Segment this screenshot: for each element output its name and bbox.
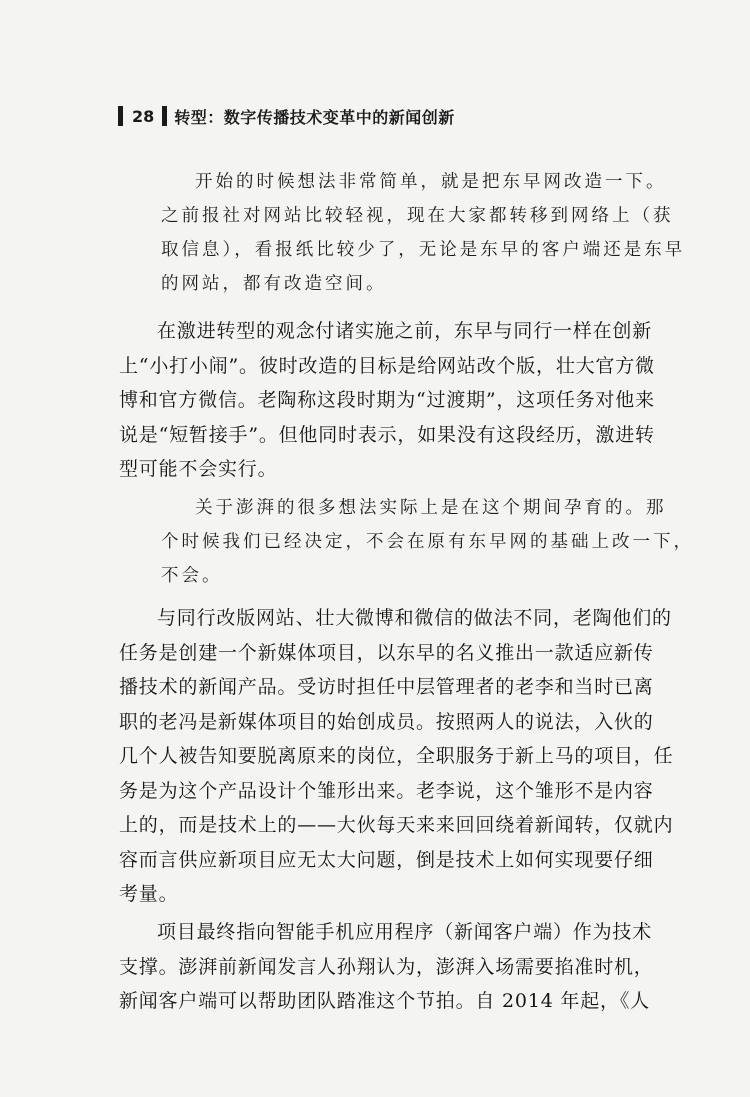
quote2-line-2: 个时候我们已经决定，不会在原有东早网的基础上改一下，: [161, 532, 694, 552]
body3-line-3: 新闻客户端可以帮助团队踏准这个节拍。自 2014 年起，《人: [119, 990, 650, 1012]
body1-line-1: 在激进转型的观念付诸实施之前，东早与同行一样在创新: [157, 320, 653, 342]
head-bar-left: [118, 106, 123, 126]
body1-line-4: 说是“短暂接手”。但他同时表示，如果没有这段经历，激进转: [119, 423, 655, 446]
body1-line-5: 型可能不会实行。: [119, 458, 278, 480]
quote1-line-2: 之前报社对网站比较轻视，现在大家都转移到网络上（获: [161, 206, 674, 226]
quote2-line-3: 不会。: [161, 566, 223, 586]
body1-line-3: 博和官方微信。老陶称这段时期为“过渡期”，这项任务对他来: [119, 389, 655, 411]
quote1-line-3: 取信息），看报纸比较少了，无论是东早的客户端还是东早: [161, 240, 686, 260]
quote-block-1: [161, 165, 686, 301]
body2-line-9: 考量。: [119, 883, 179, 905]
body-paragraph-2: [119, 601, 674, 912]
body-paragraph-1: [119, 314, 655, 487]
running-title: 转型：数字传播技术变革中的新闻创新: [174, 107, 455, 127]
quote-block-2: [161, 491, 694, 593]
running-head: [118, 104, 455, 128]
page-number: 28: [132, 106, 155, 126]
body2-line-7: 上的，而是技术上的——大伙每天来来回回绕着新闻转，仅就内: [119, 814, 674, 836]
body2-line-2: 任务是创建一个新媒体项目，以东早的名义推出一款适应新传: [119, 641, 654, 664]
body2-line-5: 几个人被告知要脱离原来的岗位，全职服务于新上马的项目，任: [119, 745, 674, 767]
quote1-line-1: 开始的时候想法非常简单，就是把东早网改造一下。: [195, 172, 667, 192]
body-paragraph-3: [119, 915, 654, 1019]
body2-line-3: 播技术的新闻产品。受访时担任中层管理者的老李和当时已离: [119, 676, 654, 698]
head-bar-right: [162, 106, 167, 126]
body2-line-8: 容而言供应新项目应无太大问题，倒是技术上如何实现要仔细: [119, 848, 654, 871]
body3-line-1: 项目最终指向智能手机应用程序（新闻客户端）作为技术: [157, 921, 653, 943]
body2-line-4: 职的老冯是新媒体项目的始创成员。按照两人的说法，入伙的: [119, 710, 654, 733]
body1-line-2: 上“小打小闹”。彼时改造的目标是给网站改个版，壮大官方微: [119, 354, 655, 377]
body3-line-2: 支撑。澎湃前新闻发言人孙翔认为，澎湃入场需要掐准时机，: [119, 955, 654, 978]
body2-line-6: 务是为这个产品设计个雏形出来。老李说，这个雏形不是内容: [119, 779, 654, 802]
body2-line-1: 与同行改版网站、壮大微博和微信的做法不同，老陶他们的: [157, 607, 672, 629]
quote2-line-1: 关于澎湃的很多想法实际上是在这个期间孕育的。那: [195, 498, 667, 518]
quote1-line-4: 的网站，都有改造空间。: [161, 274, 387, 294]
